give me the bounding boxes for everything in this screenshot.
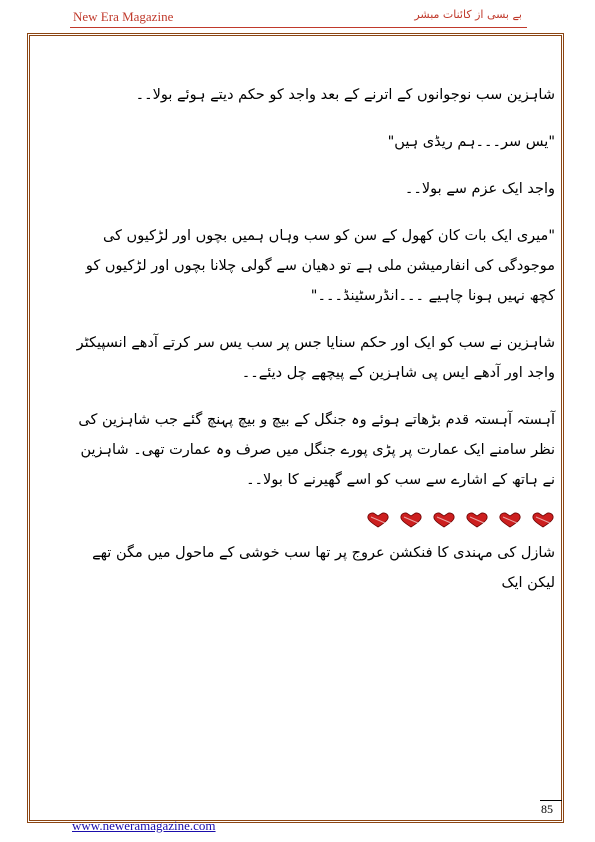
heart-icon xyxy=(432,512,456,528)
page-number: 85 xyxy=(541,802,553,816)
magazine-name: New Era Magazine xyxy=(73,9,174,24)
paragraph-4: "میری ایک بات کان کھول کے سن کو سب وہاں ہمیں بچوں اور لڑکیوں کی موجودگی کی انفارمیشن ملی ہے تو دھیان سے گولی چلانا بچوں اور لڑکیوں کو کچھ نہیں ہونا چاہیے ۔۔۔انڈرسٹینڈ۔۔۔" xyxy=(85,228,555,304)
paragraph-5: شاہزین نے سب کو ایک اور حکم سنایا جس پر سب یس سر کرتے آدھے انسپیکٹر واجد اور آدھے ایس پی شاہزین کے پیچھے چل دیئے۔۔ xyxy=(76,335,555,381)
website-link[interactable]: www.neweramagazine.com xyxy=(72,818,216,833)
page-number-rule xyxy=(540,800,562,801)
heart-icon xyxy=(366,512,390,528)
hearts-divider-icon xyxy=(81,512,555,528)
heart-icon xyxy=(399,512,423,528)
heart-icon xyxy=(498,512,522,528)
closing-paragraph: شازل کی مہندی کا فنکشن عروج پر تھا سب خوشی کے ماحول میں مگن تھے لیکن ایک xyxy=(92,545,555,591)
paragraph-6: آہستہ آہستہ قدم بڑھاتے ہوئے وہ جنگل کے بیچ و بیچ پہنچ گئے جب شاہزین کی نظر سامنے ایک عمارت پر پڑی پورے جنگل میں صرف وہ عمارت تھی۔ شاہزین نے ہاتھ کے اشارے سے سب کو اسے گھیرنے کا بولا۔۔ xyxy=(78,412,555,488)
header-divider xyxy=(70,27,527,28)
paragraph-3: واجد ایک عزم سے بولا۔۔ xyxy=(404,181,555,197)
novel-title: بے بسی از کائنات مبشر xyxy=(414,8,522,21)
paragraph-2: "یس سر۔۔۔ہم ریڈی ہیں" xyxy=(387,134,555,150)
paragraph-1: شاہزین سب نوجوانوں کے اترنے کے بعد واجد کو حکم دیتے ہوئے بولا۔۔ xyxy=(135,87,555,103)
heart-icon xyxy=(465,512,489,528)
story-content xyxy=(75,80,555,615)
heart-icon xyxy=(531,512,555,528)
